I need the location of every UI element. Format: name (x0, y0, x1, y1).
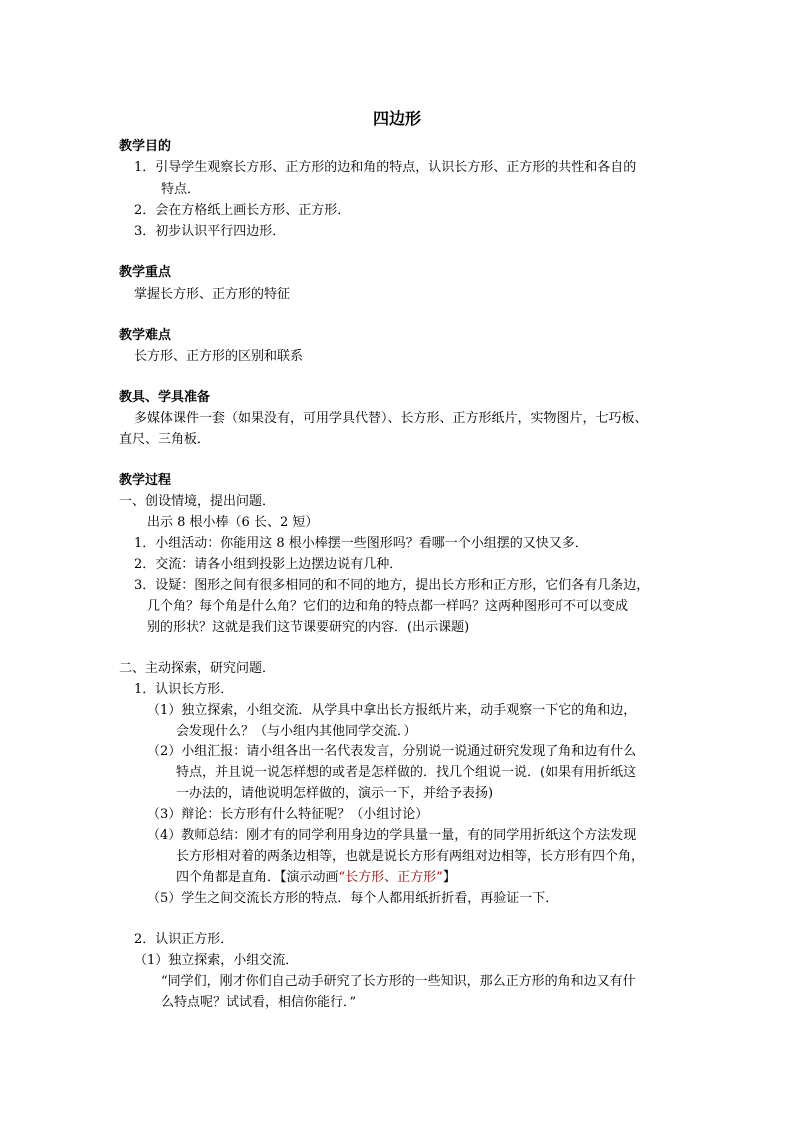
materials-line-2: 直尺、三角板． (119, 432, 211, 447)
sub1-c: （3）辩论：长方形有什么特征呢？（小组讨论） (147, 807, 429, 822)
goals-heading: 教学目的 (119, 139, 172, 154)
sub1-d-line-3 (176, 869, 456, 887)
part1-intro: 出示 8 根小棒（6 长、2 短） (147, 515, 319, 530)
part1-step-2: 2．交流：请各小组到投影上边摆边说有几种． (134, 557, 403, 572)
key-points-text: 掌握长方形、正方形的特征 (134, 287, 291, 302)
sub1-d-line-3-prefix: 四个角都是直角．【演示动画 (176, 870, 339, 885)
part2-heading: 二、主动探索，研究问题． (119, 661, 276, 676)
part1-step-3-line-2: 几个角？每个角是什么角？它们的边和角的特点都一样吗？这两种图形可不可以变成 (147, 599, 629, 614)
page-title: 四边形 (372, 109, 421, 128)
key-points-heading: 教学重点 (119, 265, 172, 280)
part1-step-3-line-3: 别的形状？这就是我们这节课要研究的内容．(出示课题) (147, 620, 470, 635)
sub1-d-line-2: 长方形相对着的两条边相等，也就是说长方形有两组对边相等，长方形有四个角， (176, 849, 645, 864)
part1-heading: 一、创设情境，提出问题． (119, 494, 276, 509)
difficulties-text: 长方形、正方形的区别和联系 (134, 349, 304, 364)
goal-item-3: 3．初步认识平行四边形． (134, 224, 286, 239)
sub1-b-line-3: 一办法的，请他说明怎样做的，演示一下，并给予表扬) (176, 786, 494, 801)
difficulties-heading: 教学难点 (119, 328, 172, 343)
sub1-b-line-1: （2）小组汇报：请小组各出一名代表发言，分别说一说通过研究发现了角和边有什么 (147, 744, 637, 759)
sub1-e: （5）学生之间交流长方形的特点．每个人都用纸折折看，再验证一下． (147, 891, 559, 906)
sub1-d-line-3-suffix: 】 (442, 870, 456, 885)
animation-link[interactable]: “长方形、正方形” (338, 870, 443, 885)
materials-heading: 教具、学具准备 (119, 390, 211, 405)
process-heading: 教学过程 (119, 473, 172, 488)
goal-item-1-line-2: 特点． (161, 182, 201, 197)
sub1-d-line-1: （4）教师总结：刚才有的同学利用身边的学具量一量，有的同学用折纸这个方法发现 (147, 828, 637, 843)
sub1-a-line-1: （1）独立探索，小组交流．从学具中拿出长方报纸片来，动手观察一下它的角和边， (147, 703, 637, 718)
sub1-heading: 1．认识长方形． (134, 682, 234, 697)
sub2-quote-line-1: “同学们，刚才你们自己动手研究了长方形的一些知识，那么正方形的角和边又有什 (161, 974, 636, 989)
sub2-quote-line-2: 么特点呢？试试看，相信你能行．” (161, 995, 357, 1010)
goal-item-1-line-1: 1．引导学生观察长方形、正方形的边和角的特点，认识长方形、正方形的共性和各自的 (134, 160, 637, 175)
sub1-b-line-2: 特点，并且说一说怎样想的或者是怎样做的．找几个组说一说．(如果有用折纸这 (176, 765, 637, 780)
sub2-heading: 2．认识正方形． (134, 932, 234, 947)
sub1-a-line-2: 会发现什么？（与小组内其他同学交流．） (176, 724, 417, 739)
materials-line-1: 多媒体课件一套（如果没有，可用学具代替）、长方形、正方形纸片，实物图片，七巧板、 (134, 411, 648, 426)
part1-step-1: 1．小组活动：你能用这 8 根小棒摆一些图形吗？看哪一个小组摆的又快又多． (134, 536, 588, 551)
part1-step-3-line-1: 3．设疑：图形之间有很多相同的和不同的地方，提出长方形和正方形，它们各有几条边， (134, 578, 650, 593)
sub2-a: （1）独立探索，小组交流． (134, 953, 299, 968)
goal-item-2: 2．会在方格纸上画长方形、正方形． (134, 203, 351, 218)
